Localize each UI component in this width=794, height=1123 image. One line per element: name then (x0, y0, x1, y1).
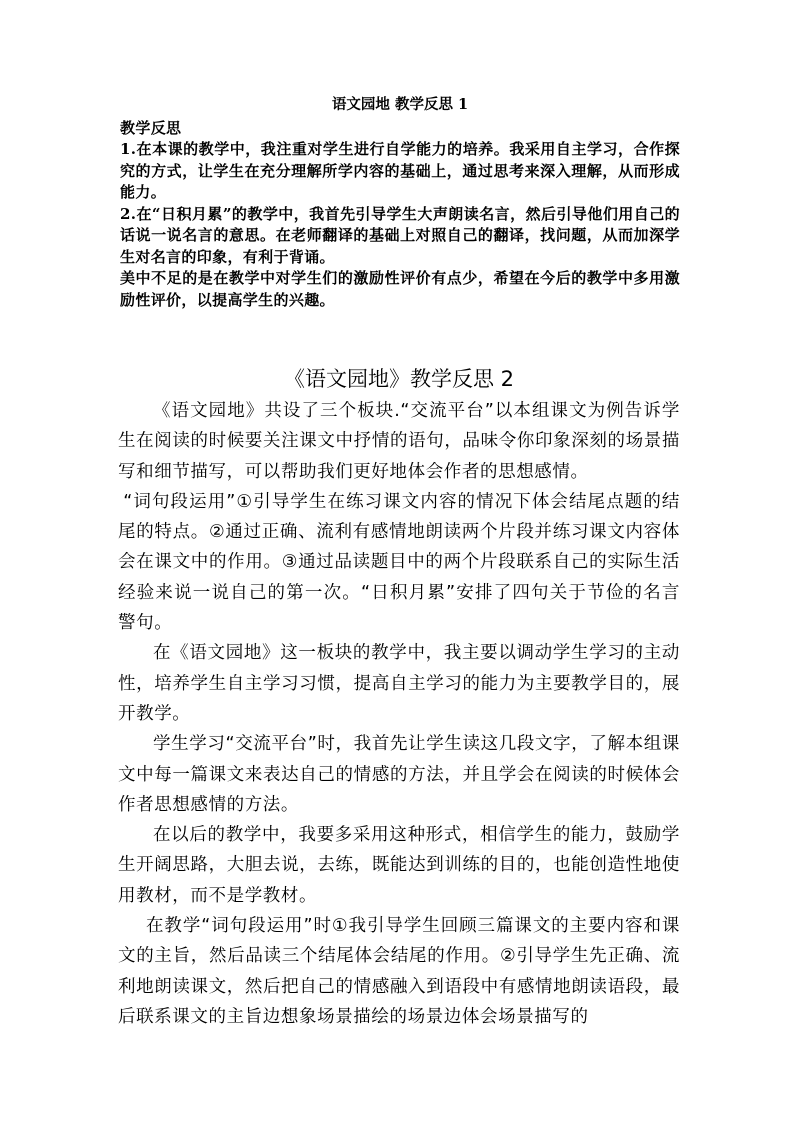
reflection-section-1 (120, 94, 680, 311)
section-2-title: 《语文园地》教学反思 2 (283, 367, 515, 391)
section-2-paragraph: 学生学习“交流平台”时，我首先让学生读这几段文字，了解本组课文中每一篇课文来表达自己的情感的方法，并且学会在阅读的时候体会作者思想感情的方法。 (118, 734, 680, 815)
reflection-section-2 (118, 364, 680, 1032)
section-1-heading: 教学反思 (120, 118, 182, 137)
section-2-paragraph: 《语文园地》共设了三个板块.“交流平台”以本组课文为例告诉学生在阅读的时候要关注课文中抒情的语句，品味令你印象深刻的场景描写和细节描写，可以帮助我们更好地体会作者的思想感情。 (118, 401, 680, 482)
section-1-title: 语文园地 教学反思 1 (331, 96, 469, 113)
section-1-paragraph: 1.在本课的教学中，我注重对学生进行自学能力的培养。我采用自主学习，合作探究的方式，让学生在充分理解所学内容的基础上，通过思考来深入理解，从而形成能力。 (120, 140, 680, 201)
section-2-paragraph: 在教学“词句段运用”时①我引导学生回顾三篇课文的主要内容和课文的主旨，然后品读三个结尾体会结尾的作用。②引导学生先正确、流利地朗读课文，然后把自己的情感融入到语段中有感情地朗读语段，最后联系课文的主旨边想象场景描绘的场景边体会场景描写的 (118, 916, 680, 1027)
section-2-paragraph: “词句段运用”①引导学生在练习课文内容的情况下体会结尾点题的结尾的特点。②通过正确、流利有感情地朗读两个片段并练习课文内容体会在课文中的作用。③通过品读题目中的两个片段联系自己的实际生活经验来说一说自己的第一次。“日积月累”安排了四句关于节俭的名言警句。 (118, 491, 680, 634)
section-1-paragraph: 2.在“日积月累”的教学中，我首先引导学生大声朗读名言，然后引导他们用自己的话说一说名言的意思。在老师翻译的基础上对照自己的翻译，找问题，从而加深学生对名言的印象，有利于背诵。 (120, 204, 680, 266)
section-2-paragraph: 在以后的教学中，我要多采用这种形式，相信学生的能力，鼓励学生开阔思路，大胆去说，去练，既能达到训练的目的，也能创造性地使用教材，而不是学教材。 (118, 825, 680, 906)
section-1-paragraph: 美中不足的是在教学中对学生们的激励性评价有点少，希望在今后的教学中多用激励性评价，以提高学生的兴趣。 (120, 269, 680, 309)
section-2-paragraph: 在《语文园地》这一板块的教学中，我主要以调动学生学习的主动性，培养学生自主学习习惯，提高自主学习的能力为主要教学目的，展开教学。 (118, 643, 680, 724)
